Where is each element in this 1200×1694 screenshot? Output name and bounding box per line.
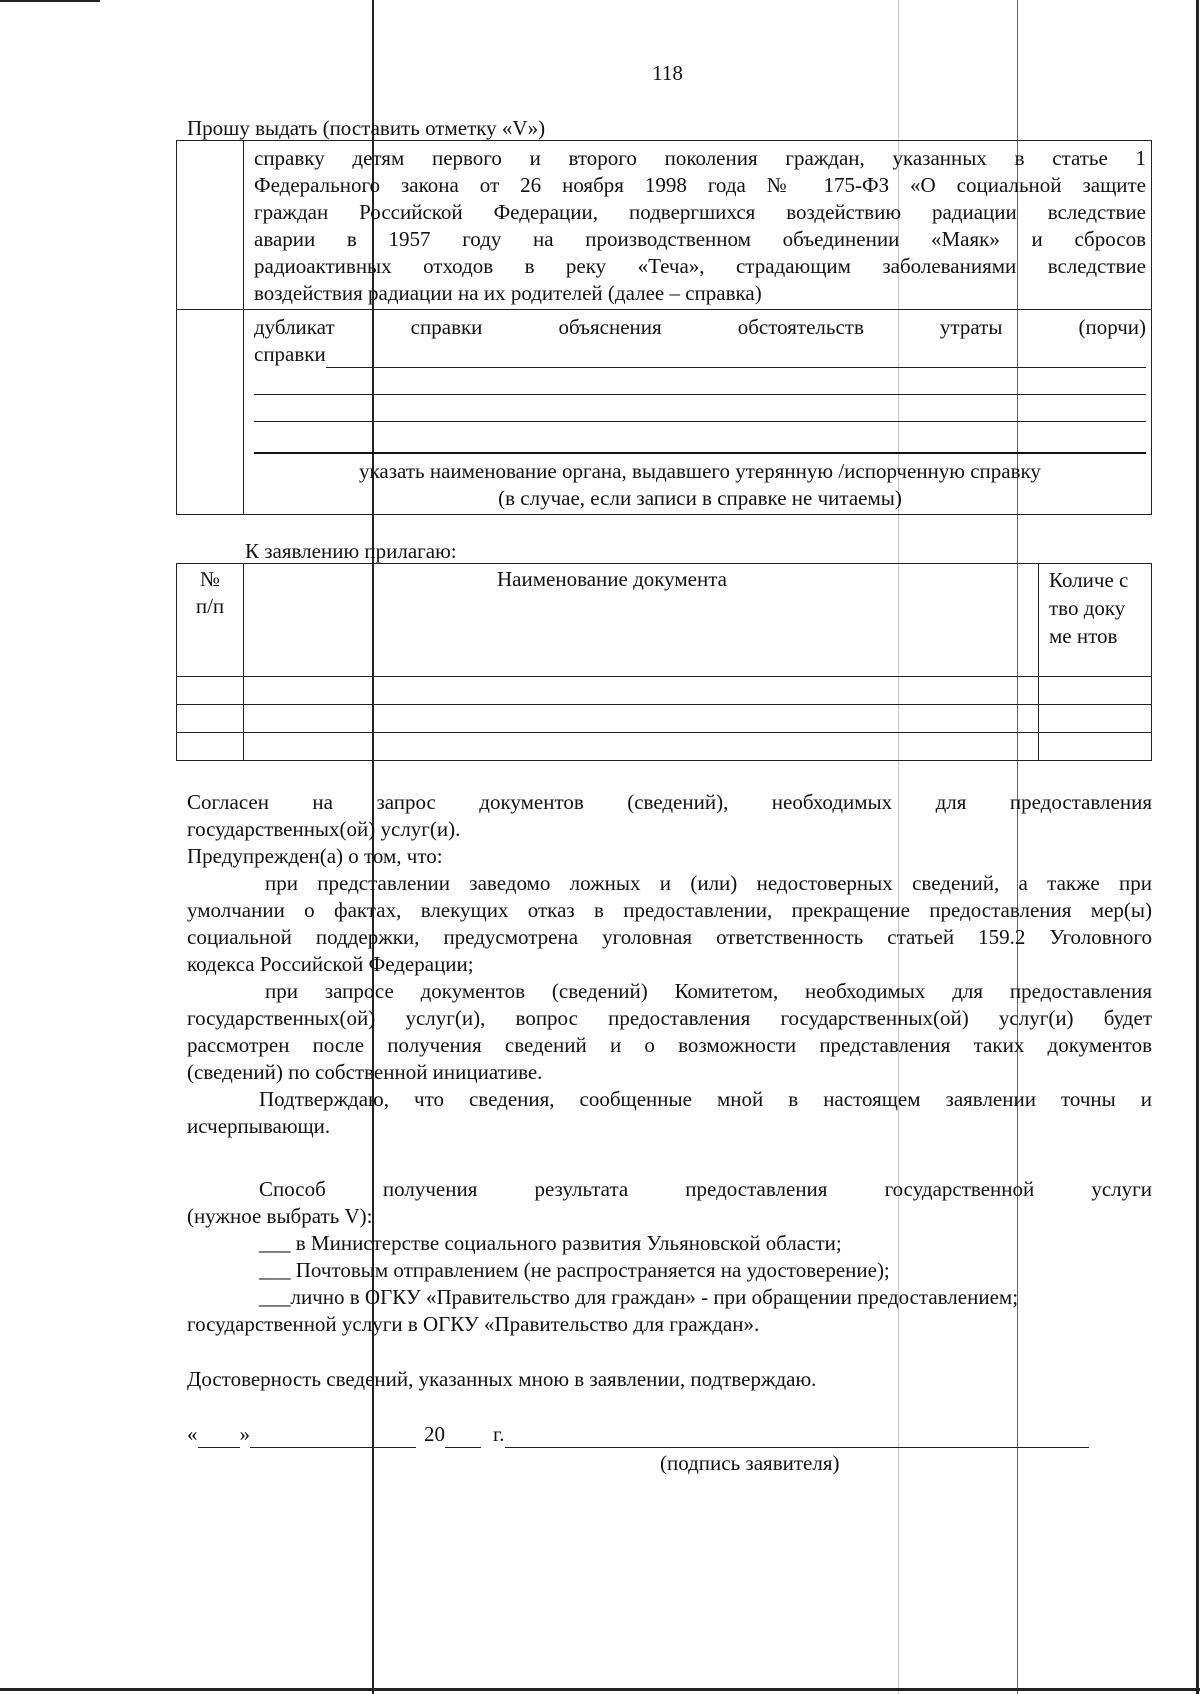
delivery-method-section	[187, 1176, 1152, 1338]
col-num-label: № п/п	[195, 567, 225, 618]
date-signature-row	[187, 1421, 1089, 1448]
warning-line: рассмотрен после получения сведений и о возможности представления таких документов	[187, 1033, 1152, 1057]
duplicate-reason-row	[254, 341, 1146, 368]
checkbox-certificate[interactable]	[177, 141, 244, 310]
method-option-ministry[interactable]: ___ в Министерстве социального развития Ульяновской области;	[259, 1231, 842, 1255]
warning-line: при представлении заведомо ложных и (или) недостоверных сведений, а также при	[265, 871, 1152, 895]
col-qty-header	[1039, 564, 1152, 677]
date-open-quote: «	[187, 1422, 198, 1446]
consent-line: Согласен на запрос документов (сведений), необходимых для предоставления	[187, 790, 1152, 814]
method-heading: Способ получения результата предоставления государственной услуги	[259, 1177, 1152, 1201]
request-intro: Прошу выдать (поставить отметку «V»)	[187, 116, 546, 140]
duplicate-title-cont: справки	[254, 342, 326, 366]
date-close-quote: »	[239, 1422, 250, 1446]
col-num-header	[177, 564, 244, 677]
option-certificate	[244, 141, 1152, 310]
year-field[interactable]	[445, 1427, 481, 1448]
row-num-cell[interactable]	[177, 705, 244, 733]
col-name-label: Наименование документа	[497, 567, 727, 591]
option-certificate-line: радиоактивных отходов в реку «Теча», страдающим заболеваниями вследствие	[254, 254, 1146, 278]
option-certificate-line: воздействия радиации на их родителей (далее – справка)	[254, 281, 762, 305]
scan-artifact-top-left	[0, 0, 100, 2]
duplicate-hint-1: указать наименование органа, выдавшего утерянную /испорченную справку	[359, 459, 1041, 483]
row-qty-cell[interactable]	[1039, 705, 1152, 733]
day-field[interactable]	[198, 1427, 240, 1448]
warning-line: социальной поддержки, предусмотрена уголовная ответственность статьей 159.2 Уголовного	[187, 925, 1152, 949]
consent-line: государственных(ой) услуг(и).	[187, 817, 461, 841]
method-option-in-person[interactable]: ___лично в ОГКУ «Правительство для граждан» - при обращении предоставлением;	[259, 1285, 1019, 1309]
duplicate-hint-2: (в случае, если записи в справке не читаемы)	[498, 486, 902, 510]
method-option-post[interactable]: ___ Почтовым отправлением (не распространяется на удостоверение);	[259, 1258, 890, 1282]
year-prefix: 20	[424, 1422, 445, 1446]
row-num-cell[interactable]	[177, 733, 244, 761]
warning-line: (сведений) по собственной инициативе.	[187, 1060, 543, 1084]
option-certificate-line: аварии в 1957 году на производственном объединении «Маяк» и сбросов	[254, 227, 1146, 251]
signature-field[interactable]	[505, 1427, 1089, 1448]
option-duplicate	[244, 310, 1152, 515]
page-number: 118	[652, 61, 683, 85]
table-row	[177, 733, 1152, 761]
reason-field-3[interactable]	[254, 395, 1146, 422]
duplicate-title: дубликат справки объяснения обстоятельств утраты (порчи)	[254, 315, 1146, 339]
method-option-in-person-cont: государственной услуги в ОГКУ «Правительство для граждан».	[187, 1312, 760, 1336]
attachments-table	[176, 563, 1152, 761]
warned-heading: Предупрежден(а) о том, что:	[187, 844, 443, 868]
row-num-cell[interactable]	[177, 677, 244, 705]
warning-line: умолчании о фактах, влекущих отказ в предоставлении, прекращение предоставления мер(ы)	[187, 898, 1152, 922]
attachments-intro: К заявлению прилагаю:	[245, 539, 457, 563]
reason-field-2[interactable]	[254, 368, 1146, 395]
signature-caption: (подпись заявителя)	[660, 1451, 840, 1475]
month-field[interactable]	[250, 1427, 416, 1448]
row-qty-cell[interactable]	[1039, 733, 1152, 761]
col-qty-label: Количе ство докуме нтов	[1049, 568, 1129, 648]
option-certificate-line: граждан Российской Федерации, подвергшихся воздействию радиации вследствие	[254, 200, 1146, 224]
method-heading-cont: (нужное выбрать V):	[187, 1204, 373, 1228]
reason-field-1[interactable]	[326, 346, 1146, 368]
authority-field[interactable]	[254, 422, 1146, 454]
warning-line: при запросе документов (сведений) Комитетом, необходимых для предоставления	[265, 979, 1152, 1003]
warning-line: кодекса Российской Федерации;	[187, 952, 474, 976]
attachments-header	[177, 564, 1152, 677]
request-table	[176, 140, 1152, 515]
year-suffix: г.	[493, 1422, 505, 1446]
row-qty-cell[interactable]	[1039, 677, 1152, 705]
option-certificate-line: Федерального закона от 26 ноября 1998 года № 175-ФЗ «О социальной защите	[254, 173, 1146, 197]
confirm-line: исчерпывающи.	[187, 1114, 331, 1138]
row-name-cell[interactable]	[244, 705, 1039, 733]
option-certificate-line: справку детям первого и второго поколения граждан, указанных в статье 1	[254, 146, 1146, 170]
row-name-cell[interactable]	[244, 733, 1039, 761]
warning-line: государственных(ой) услуг(и), вопрос предоставления государственных(ой) услуг(и) будет	[187, 1006, 1152, 1030]
row-name-cell[interactable]	[244, 677, 1039, 705]
checkbox-duplicate[interactable]	[177, 310, 244, 515]
table-row	[177, 705, 1152, 733]
table-row	[177, 677, 1152, 705]
consent-section	[187, 789, 1152, 1140]
confirm-line: Подтверждаю, что сведения, сообщенные мной в настоящем заявлении точны и	[259, 1087, 1152, 1111]
scan-artifact-bottom	[0, 1688, 1200, 1691]
scan-artifact-vertical-3	[1196, 0, 1199, 1694]
veracity-statement: Достоверность сведений, указанных мною в заявлении, подтверждаю.	[187, 1367, 817, 1391]
col-name-header	[244, 564, 1039, 677]
